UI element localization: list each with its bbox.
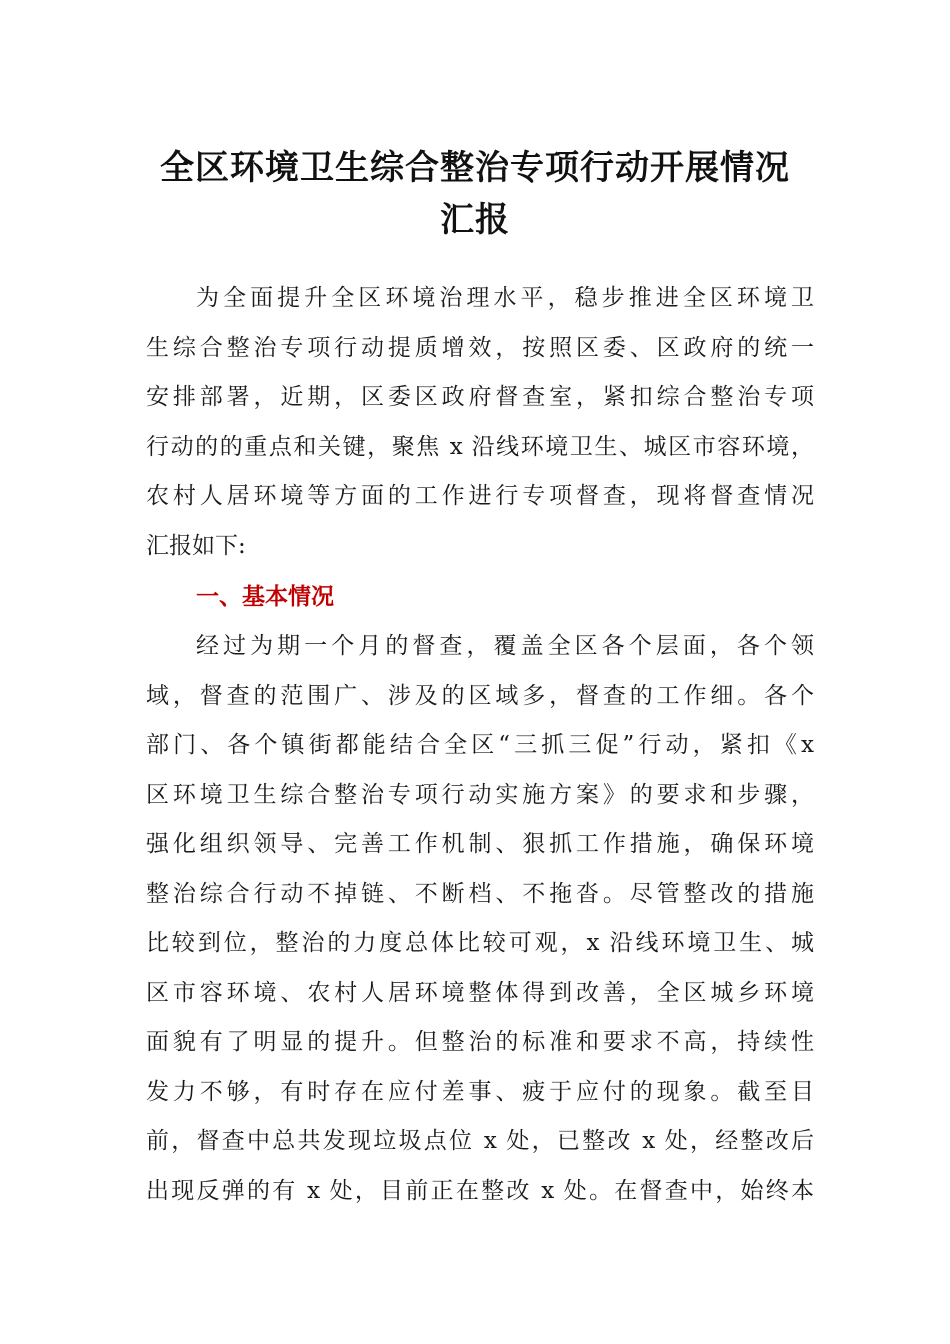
section1-line-5: 强化组织领导、完善工作机制、狠抓工作措施，确保环境	[146, 831, 814, 857]
section1-line-4: 区环境卫生综合整治专项行动实施方案》的要求和步骤，	[146, 781, 814, 808]
intro-line-5: 农村人居环境等方面的工作进行专项督查，现将督查情况	[146, 483, 814, 509]
section1-line-10: 发力不够，有时存在应付差事、疲于应付的现象。截至目	[146, 1078, 814, 1105]
intro-line-6: 汇报如下:	[146, 532, 246, 559]
intro-line-2: 生综合整治专项行动提质增效，按照区委、区政府的统一	[146, 334, 814, 361]
intro-line-1: 为全面提升全区环境治理水平，稳步推进全区环境卫	[196, 285, 814, 311]
intro-paragraph	[146, 274, 814, 571]
section1-line-11: 前，督查中总共发现垃圾点位 x 处，已整改 x 处，经整改后	[146, 1128, 814, 1154]
intro-line-4: 行动的的重点和关键，聚焦 x 沿线环境卫生、城区市容环境，	[146, 433, 814, 460]
section1-line-7: 比较到位，整治的力度总体比较可观，x 沿线环境卫生、城	[146, 930, 814, 956]
document-title	[120, 142, 830, 246]
section-heading-basic-situation: 一、基本情况	[196, 584, 334, 610]
section1-line-1: 经过为期一个月的督查，覆盖全区各个层面，各个领	[196, 633, 814, 659]
section1-line-8: 区市容环境、农村人居环境整体得到改善，全区城乡环境	[146, 979, 814, 1006]
title-line-1: 全区环境卫生综合整治专项行动开展情况	[160, 148, 790, 188]
section1-line-2: 域，督查的范围广、涉及的区域多，督查的工作细。各个	[146, 682, 814, 709]
section1-line-3: 部门、各个镇街都能结合全区“三抓三促”行动，紧扣《x	[146, 732, 814, 758]
section1-line-12: 出现反弹的有 x 处，目前正在整改 x 处。在督查中，始终本	[146, 1177, 814, 1204]
title-line-2: 汇报	[440, 200, 510, 240]
section1-line-6: 整治综合行动不掉链、不断档、不拖沓。尽管整改的措施	[146, 880, 814, 907]
intro-line-3: 安排部署，近期，区委区政府督查室，紧扣综合整治专项	[146, 384, 814, 410]
section1-line-9: 面貌有了明显的提升。但整治的标准和要求不高，持续性	[146, 1029, 814, 1055]
section1-paragraph	[146, 622, 814, 1216]
